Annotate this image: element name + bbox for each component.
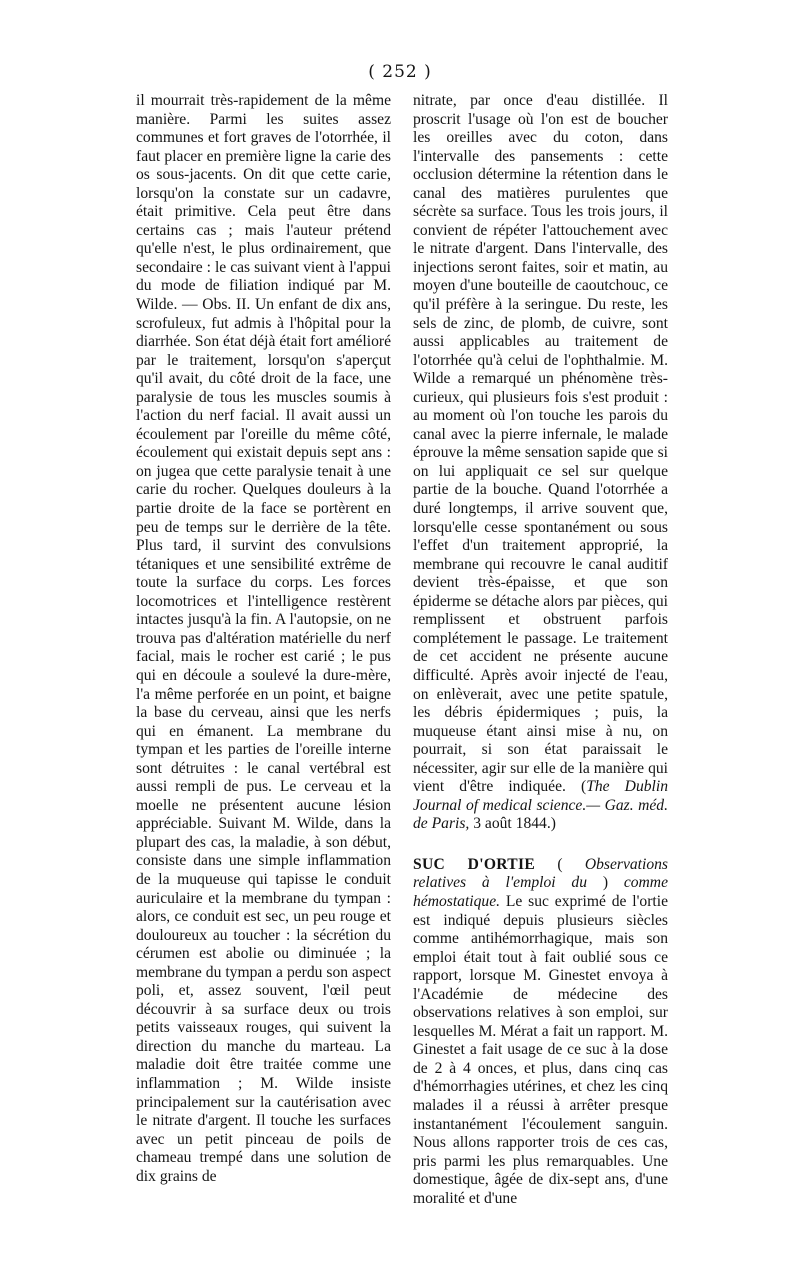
section-subtitle-end: comme hémostatique. [413, 874, 668, 910]
right-paragraph-1 [413, 92, 668, 834]
right-column [413, 92, 668, 1208]
heading-paren-open: ( [535, 855, 585, 873]
left-column-text: il mourrait très-rapidement de la même manière. Parmi les suites assez communes et fort graves de l'otorrhée, il faut placer en première ligne la carie des os sous-jacents. On dit que cette carie, lorsqu'on la constate sur un cadavre, était primitive. Cela peut être dans certains cas ; mais l'auteur prétend qu'elle n'est, le plus ordinairement, que secondaire : le cas suivant vient à l'appui du mode de filiation indiqué par M. Wilde. — Obs. II. Un enfant de dix ans, scrofuleux, fut admis à l'hôpital pour la diarrhée. Son état déjà était fort amélioré par le traitement, lorsqu'on s'aperçut qu'il avait, du côté droit de la face, une paralysie de tous les muscles soumis à l'action du nerf facial. Il avait aussi un écoulement par l'oreille du même côté, écoulement qui existait depuis sept ans : on jugea que cette paralysie tenait à une carie du rocher. Quelques douleurs à la partie droite de la face se portèrent en peu de temps sur le derrière de la tête. Plus tard, il survint des convulsions tétaniques et une sensibilité extrême de toute la surface du corps. Les forces locomotrices et l'intelligence restèrent intactes jusqu'à la fin. A l'autopsie, on ne trouva pas d'altération matérielle du nerf facial, mais le rocher est carié ; le pus qui en découle a soulevé la dure-mère, l'a même perforée en un point, et baigne la base du cerveau, ainsi que les nerfs qui en émanent. La membrane du tympan et les parties de l'oreille interne sont détruites : le canal vertébral est aussi rempli de pus. Le cerveau et la moelle ne présentent aucune lésion appréciable. Suivant M. Wilde, dans la plupart des cas, la maladie, à son début, consiste dans une simple inflammation de la muqueuse qui tapisse le conduit auriculaire et la membrane du tympan : alors, ce conduit est sec, un peu rouge et douloureux au toucher : la sécrétion du cérumen est abolie ou diminuée ; la membrane du tympan a perdu son aspect poli, et, assez souvent, l'œil peut découvrir à sa surface deux ou trois petits vaisseaux rouges, qui suivent la direction du manche du marteau. La maladie doit être traitée comme une inflammation ; M. Wilde insiste principalement sur la cautérisation avec le nitrate d'argent. Il touche les surfaces avec un petit pinceau de poils de chameau trempé dans une solution de dix grains de [136, 92, 392, 1185]
section-subtitle: Observations relatives à l'emploi du [413, 855, 668, 892]
heading-paren-close: ) [587, 874, 624, 892]
citation-date: 3 août 1844.) [469, 815, 556, 833]
citation-source: The Dublin Journal of medical science.— Gaz. méd. de Paris, [413, 778, 668, 833]
right-paragraph-2-text: Le suc exprimé de l'ortie est indiqué depuis plusieurs siècles comme antihémorrhagique, mais son emploi était tout à fait oublié sous ce rapport, lorsque M. Ginestet envoya à l'Académie de médecine des observations relatives à son emploi, sur lesquelles M. Mérat a fait un rapport. M. Ginestet a fait usage de ce suc à la dose de 2 à 4 onces, et plus, dans cinq cas d'hémorrhagies utérines, et chez les cinq malades il a réussi à arrêter presque instantanément l'écoulement sanguin. Nous allons rapporter trois de ces cas, pris parmi les plus remarquables. Une domestique, âgée de dix-sept ans, d'une moralité et d'une [413, 892, 668, 1207]
left-column [136, 92, 391, 1186]
section-heading: SUC D'ORTIE [413, 855, 536, 873]
right-paragraph-2 [413, 856, 668, 1208]
right-paragraph-1-text: nitrate, par once d'eau distillée. Il proscrit l'usage où l'on est de boucher les oreilles avec du coton, dans l'intervalle des pansements : cette occlusion détermine la rétention dans le canal des matières purulentes que sécrète sa surface. Tous les trois jours, il convient de répéter l'attouchement avec le nitrate d'argent. Dans l'intervalle, des injections seront faites, soir et matin, au moyen d'une bouteille de caoutchouc, ce qu'il préfère à la seringue. Du reste, les sels de zinc, de plomb, de cuivre, sont aussi applicables au traitement de l'otorrhée qu'à celui de l'ophthalmie. M. Wilde a remarqué un phénomène très-curieux, qui plusieurs fois s'est produit : au moment où l'on touche les parois du canal avec la pierre infernale, le malade éprouve la même sensation sapide que si on lui appliquait ce sel sur quelque partie de la bouche. Quand l'otorrhée a duré longtemps, il arrive souvent que, lorsqu'elle cesse spontanément ou sous l'effet d'un traitement approprié, la membrane qui recouvre le canal auditif devient très-épaisse, et que son épiderme se détache alors par pièces, qui remplissent et obstruent parfois complétement le passage. Le traitement de cet accident ne présente aucune difficulté. Après avoir injecté de l'eau, on enlèverait, avec une petite spatule, les débris épidermiques ; puis, la muqueuse étant ainsi mise à nu, on pourrait, si son état paraissait le nécessiter, agir sur elle de la manière qui vient d'être indiquée. ( [413, 92, 669, 796]
page-number: ( 252 ) [368, 62, 432, 82]
